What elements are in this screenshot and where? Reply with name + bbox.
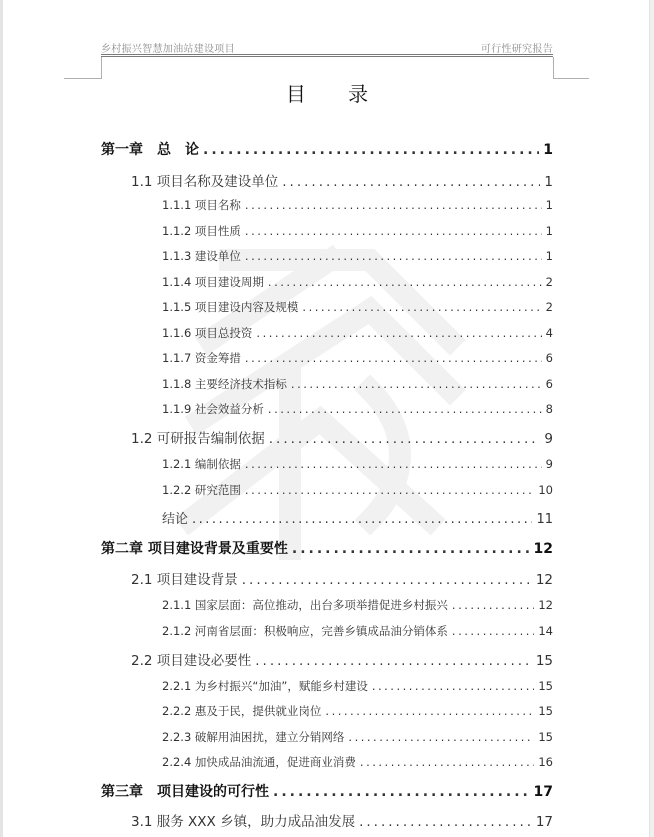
toc-entry-page: 1 <box>545 249 553 263</box>
toc-entry-page: 15 <box>538 679 553 693</box>
toc-leader-dots <box>273 784 530 800</box>
header-report-type: 可行性研究报告 <box>480 44 553 55</box>
toc-entry-page: 9 <box>545 457 553 471</box>
toc-entry-label: 1.1.9 社会效益分析 <box>162 402 264 416</box>
toc-title: 目 录 <box>285 82 387 106</box>
toc-entry-page: 10 <box>538 483 553 497</box>
toc-entry-1-2-2[interactable] <box>162 482 553 498</box>
toc-entry-page: 15 <box>538 704 553 718</box>
toc-leader-dots <box>245 249 542 263</box>
toc-leader-dots <box>245 457 542 471</box>
toc-leader-dots <box>192 512 532 527</box>
toc-entry-page: 6 <box>545 377 553 391</box>
toc-entry-label: 1.1.3 建设单位 <box>162 249 241 263</box>
toc-entry-label: 第一章 总 论 <box>101 142 199 158</box>
toc-leader-dots <box>245 224 542 238</box>
toc-entry-page: 1 <box>545 224 553 238</box>
toc-leader-dots <box>203 142 539 158</box>
toc-entry-label: 2.1 项目建设背景 <box>131 572 238 588</box>
toc-entry-2-2-3[interactable] <box>162 729 553 745</box>
toc-entry-label: 1.1.2 项目性质 <box>162 224 241 238</box>
toc-entry-3-1[interactable] <box>131 810 553 830</box>
toc-entry-page: 15 <box>538 730 553 744</box>
toc-entry-label: 结论 <box>162 512 189 527</box>
toc-entry-label: 2.2.4 加快成品油流通，促进商业消费 <box>162 755 356 769</box>
toc-entry-page: 11 <box>536 512 553 527</box>
toc-entry-2-1[interactable] <box>131 568 553 588</box>
toc-leader-dots <box>360 755 534 769</box>
toc-entry-label: 2.2.3 破解用油困扰，建立分销网络 <box>162 730 345 744</box>
toc-entry-label: 1.2.2 研究范围 <box>162 483 241 497</box>
toc-entry-1-1-2[interactable] <box>162 223 553 239</box>
toc-entry-label: 第二章 项目建设背景及重要性 <box>101 541 288 557</box>
header-divider <box>101 54 553 57</box>
toc-entry-1-1-1[interactable] <box>162 197 553 213</box>
crop-mark-right-vertical <box>553 57 554 79</box>
toc-entry-page: 12 <box>533 541 553 557</box>
toc-leader-dots <box>359 814 532 830</box>
toc-entry-page: 12 <box>535 572 553 588</box>
toc-entry-2-2[interactable] <box>131 649 553 669</box>
page-edge-left <box>0 0 3 837</box>
toc-entry-label: 1.1.5 项目建设内容及规模 <box>162 300 299 314</box>
toc-entry-label: 1.1.7 资金筹措 <box>162 351 241 365</box>
toc-entry-page: 1 <box>545 198 553 212</box>
toc-entry-2-1-1[interactable] <box>162 597 553 613</box>
toc-entry-page: 17 <box>535 814 553 830</box>
toc-entry-page: 2 <box>545 300 553 314</box>
toc-entry-page: 9 <box>544 431 553 447</box>
toc-entry-page: 15 <box>535 653 553 669</box>
toc-entry-page: 17 <box>533 784 553 800</box>
toc-entry-page: 16 <box>538 755 553 769</box>
toc-entry-2-2-4[interactable] <box>162 754 553 770</box>
toc-entry-label: 2.2.1 为乡村振兴“加油”，赋能乡村建设 <box>162 679 368 693</box>
toc-entry-label: 1.2 可研报告编制依据 <box>131 431 265 447</box>
toc-entry-1-1-3[interactable] <box>162 248 553 264</box>
toc-entry-label: 1.2.1 编制依据 <box>162 457 241 471</box>
toc-leader-dots <box>269 431 541 447</box>
toc-leader-dots <box>348 730 534 744</box>
toc-entry-2-2-2[interactable] <box>162 703 553 719</box>
toc-entry-1-1-9[interactable] <box>162 401 553 417</box>
toc-entry-page: 1 <box>543 142 553 158</box>
toc-leader-dots <box>242 572 532 588</box>
toc-entry-page: 1 <box>544 174 553 190</box>
toc-entry-label: 第三章 项目建设的可行性 <box>101 784 269 800</box>
toc-leader-dots <box>245 351 542 365</box>
toc-entry-1-1-6[interactable] <box>162 325 553 341</box>
toc-leader-dots <box>325 704 534 718</box>
toc-leader-dots <box>302 300 541 314</box>
toc-entry-1-2[interactable] <box>131 427 553 447</box>
toc-entry-label: 1.1.8 主要经济技术指标 <box>162 377 287 391</box>
toc-entry-1-1-5[interactable] <box>162 299 553 315</box>
toc-entry-2-1-2[interactable] <box>162 623 553 639</box>
toc-entry-label: 1.1.6 项目总投资 <box>162 326 253 340</box>
toc-entry-chapter-1[interactable] <box>101 139 553 159</box>
toc-entry-page: 14 <box>538 624 553 638</box>
toc-leader-dots <box>452 624 534 638</box>
toc-entry-1-2-1[interactable] <box>162 456 553 472</box>
toc-leader-dots <box>268 275 542 289</box>
toc-entry-label: 1.1.4 项目建设周期 <box>162 275 264 289</box>
toc-entry-label: 3.1 服务 XXX 乡镇，助力成品油发展 <box>131 814 356 830</box>
toc-entry-page: 6 <box>545 351 553 365</box>
toc-leader-dots <box>291 377 542 391</box>
toc-leader-dots <box>452 598 534 612</box>
toc-leader-dots <box>282 174 540 190</box>
toc-leader-dots <box>268 402 542 416</box>
toc-entry-label: 2.2.2 惠及于民，提供就业岗位 <box>162 704 322 718</box>
header-project-name: 乡村振兴智慧加油站建设项目 <box>101 44 235 55</box>
toc-leader-dots <box>255 653 532 669</box>
toc-entry-1-1-4[interactable] <box>162 274 553 290</box>
toc-entry-1-1[interactable] <box>131 170 553 190</box>
toc-entry-label: 2.1.1 国家层面：高位推动，出台多项举措促进乡村振兴 <box>162 598 448 612</box>
toc-leader-dots <box>256 326 541 340</box>
toc-leader-dots <box>245 198 542 212</box>
toc-entry-label: 1.1.1 项目名称 <box>162 198 241 212</box>
toc-entry-label: 2.1.2 河南省层面：积极响应，完善乡镇成品油分销体系 <box>162 624 448 638</box>
toc-entry-label: 2.2 项目建设必要性 <box>131 653 252 669</box>
toc-entry-page: 8 <box>545 402 553 416</box>
toc-entry-page: 2 <box>545 275 553 289</box>
toc-entry-2-2-1[interactable] <box>162 678 553 694</box>
toc-leader-dots <box>245 483 534 497</box>
toc-entry-1-1-7[interactable] <box>162 350 553 366</box>
toc-leader-dots <box>292 541 530 557</box>
page-edge-right <box>649 0 654 837</box>
toc-entry-1-1-8[interactable] <box>162 376 553 392</box>
toc-leader-dots <box>372 679 535 693</box>
toc-entry-page: 12 <box>538 598 553 612</box>
crop-mark-left-vertical <box>101 57 102 79</box>
toc-entry-conclusion[interactable] <box>162 508 553 527</box>
toc-entry-label: 1.1 项目名称及建设单位 <box>131 174 279 190</box>
toc-entry-chapter-2[interactable] <box>101 538 553 558</box>
toc-entry-page: 4 <box>545 326 553 340</box>
toc-entry-chapter-3[interactable] <box>101 781 553 801</box>
